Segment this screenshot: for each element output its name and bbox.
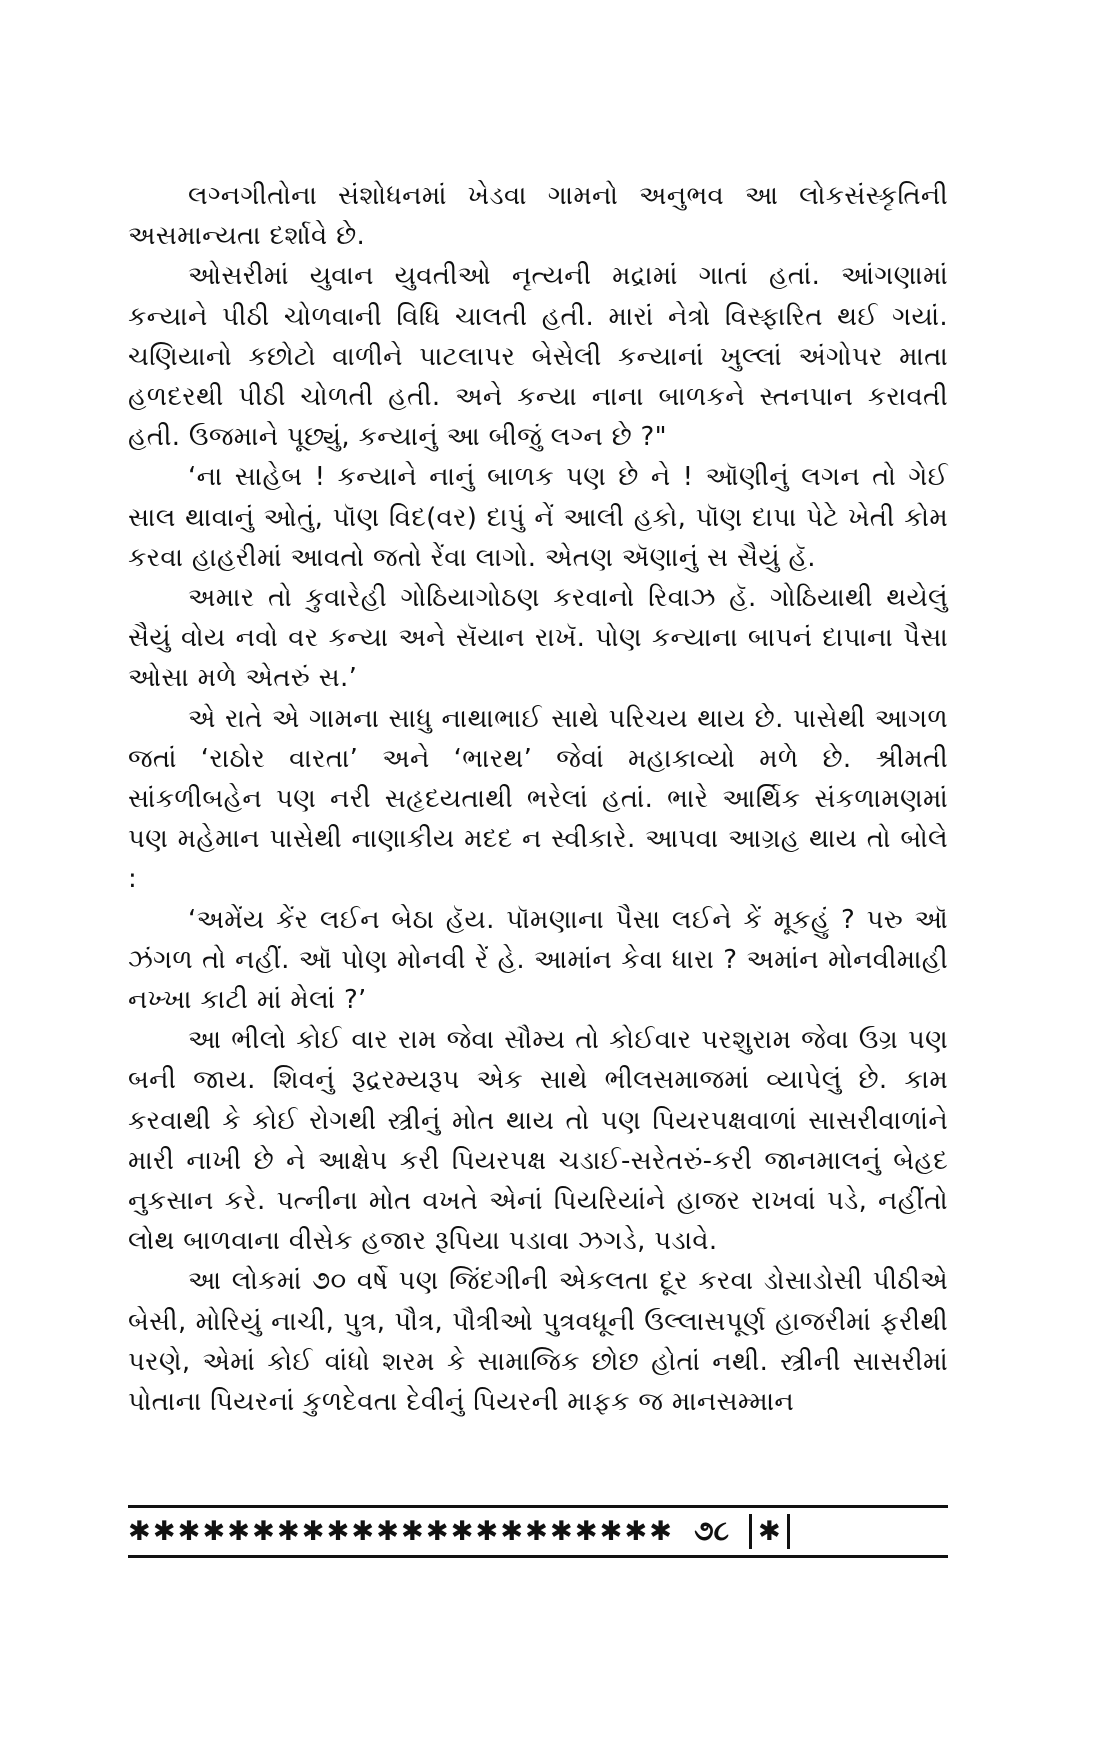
paragraph-6: ‘અમેંય કેંર લઈન બેઠા હૅય. પૉમણાના પૈસા લઈને કેં મૂકહું ? પરુ ઑ ઝંગળ તો નહીં. ઑ પોણ મોનવી રેં હે. આમાંન કેવા ધારા ? અમાંન મોનવીમાહી નખ્ખા કાટી માં મેલાં ?’ <box>128 904 948 1016</box>
footer-rule-bottom <box>128 1555 948 1558</box>
paragraph-7: આ ભીલો કોઈ વાર રામ જેવા સૌમ્ય તો કોઈવાર પરશુરામ જેવા ઉગ્ર પણ બની જાય. શિવનું રૂદ્રરમ્યરૂપ એક સાથે ભીલસમાજમાં વ્યાપેલું છે. કામ કરવાથી કે કોઈ રોગથી સ્ત્રીનું મોત થાય તો પણ પિયરપક્ષવાળાં સાસરીવાળાંને મારી નાખી છે ને આક્ષેપ કરી પિયરપક્ષ ચડાઈ-સરેતરું-કરી જાનમાલનું બેહદ નુકસાન કરે. પત્નીના મોત વખતે એનાં પિયરિયાંને હાજર રાખવાં પડે, નહીંતો લોથ બાળવાના વીસેક હજાર રૂપિયા પડાવા ઝગડે, પડાવે. <box>128 1025 948 1257</box>
paragraph-4: અમાર તો કુવારેહી ગોઠિયાગોઠણ કરવાનો રિવાઝ હૅ. ગોઠિયાથી થયેલું સૈયું વોય નવો વર કન્યા અને સૅયાન રાખૅ. પોણ કન્યાના બાપનં દાપાના પૈસા ઓસા મળે એતરું સ.’ <box>128 583 948 694</box>
paragraph-5: એ રાતે એ ગામના સાધુ નાથાભાઈ સાથે પરિચય થાય છે. પાસેથી આગળ જતાં ‘રાઠોર વારતા’ અને ‘ભારથ’ જેવાં મહાકાવ્યો મળે છે. શ્રીમતી સાંકળીબહેન પણ નરી સહૃદયતાથી ભરેલાં હતાં. ભારે આર્થિક સંકળામણમાં પણ મહેમાન પાસેથી નાણાકીય મદદ ન સ્વીકારે. આપવા આગ્રહ થાય તો બોલે : <box>128 703 948 895</box>
paragraph-3: ‘ના સાહેબ ! કન્યાને નાનું બાળક પણ છે ને ! ઑણીનું લગન તો ગેઈ સાલ થાવાનું ઓતું, પૉણ વિદ(વર) દાપું નેં આલી હકો, પૉણ દાપા પેટે ખેતી કોમ કરવા હાહરીમાં આવતો જતો રેંવા લાગો. એતણ ઍણાનું સ સૈયું હૅ. <box>128 462 948 573</box>
page-footer <box>128 1510 948 1552</box>
paragraph-1: લગ્નગીતોના સંશોધનમાં ખેડવા ગામનો અનુભવ આ લોકસંસ્કૃતિની અસમાન્યતા દર્શાવે છે. <box>128 181 948 252</box>
page-number: ૭૮ <box>694 1514 729 1547</box>
page-body <box>128 176 948 1422</box>
paragraph-2: ઓસરીમાં યુવાન યુવતીઓ નૃત્યની મદ્રામાં ગાતાં હતાં. આંગણામાં કન્યાને પીઠી ચોળવાની વિધિ ચાલતી હતી. મારાં નેત્રો વિસ્ફારિત થઈ ગયાં. ચણિયાનો કછોટો વાળીને પાટલાપર બેસેલી કન્યાનાં ખુલ્લાં અંગોપર માતા હળદરથી પીઠી ચોળતી હતી. અને કન્યા નાના બાળકને સ્તનપાન કરાવતી હતી. ઉજમાને પૂછ્યું, કન્યાનું આ બીજું લગ્ન છે ?" <box>128 261 948 453</box>
paragraph-8: આ લોકમાં ૭૦ વર્ષે પણ જિંદગીની એકલતા દૂર કરવા ડોસાડોસી પીઠીએ બેસી, મોરિયું નાચી, પુત્ર, પૌત્ર, પૌત્રીઓ પુત્રવધૂની ઉલ્લાસપૂર્ણ હાજરીમાં ફરીથી પરણે, એમાં કોઈ વાંધો શરમ કે સામાજિક છોછ હોતાં નથી. સ્ત્રીની સાસરીમાં પોતાના પિયરનાં કુળદેવતા દેવીનું પિયરની માફક જ માનસમ્માન <box>128 1266 948 1418</box>
footer-rule-top <box>128 1505 948 1508</box>
footer-ornament: ✱✱✱✱✱✱✱✱✱✱✱✱✱✱✱✱✱✱✱✱✱✱ <box>128 1517 675 1545</box>
footer-star-icon: ✱ <box>749 1514 790 1549</box>
